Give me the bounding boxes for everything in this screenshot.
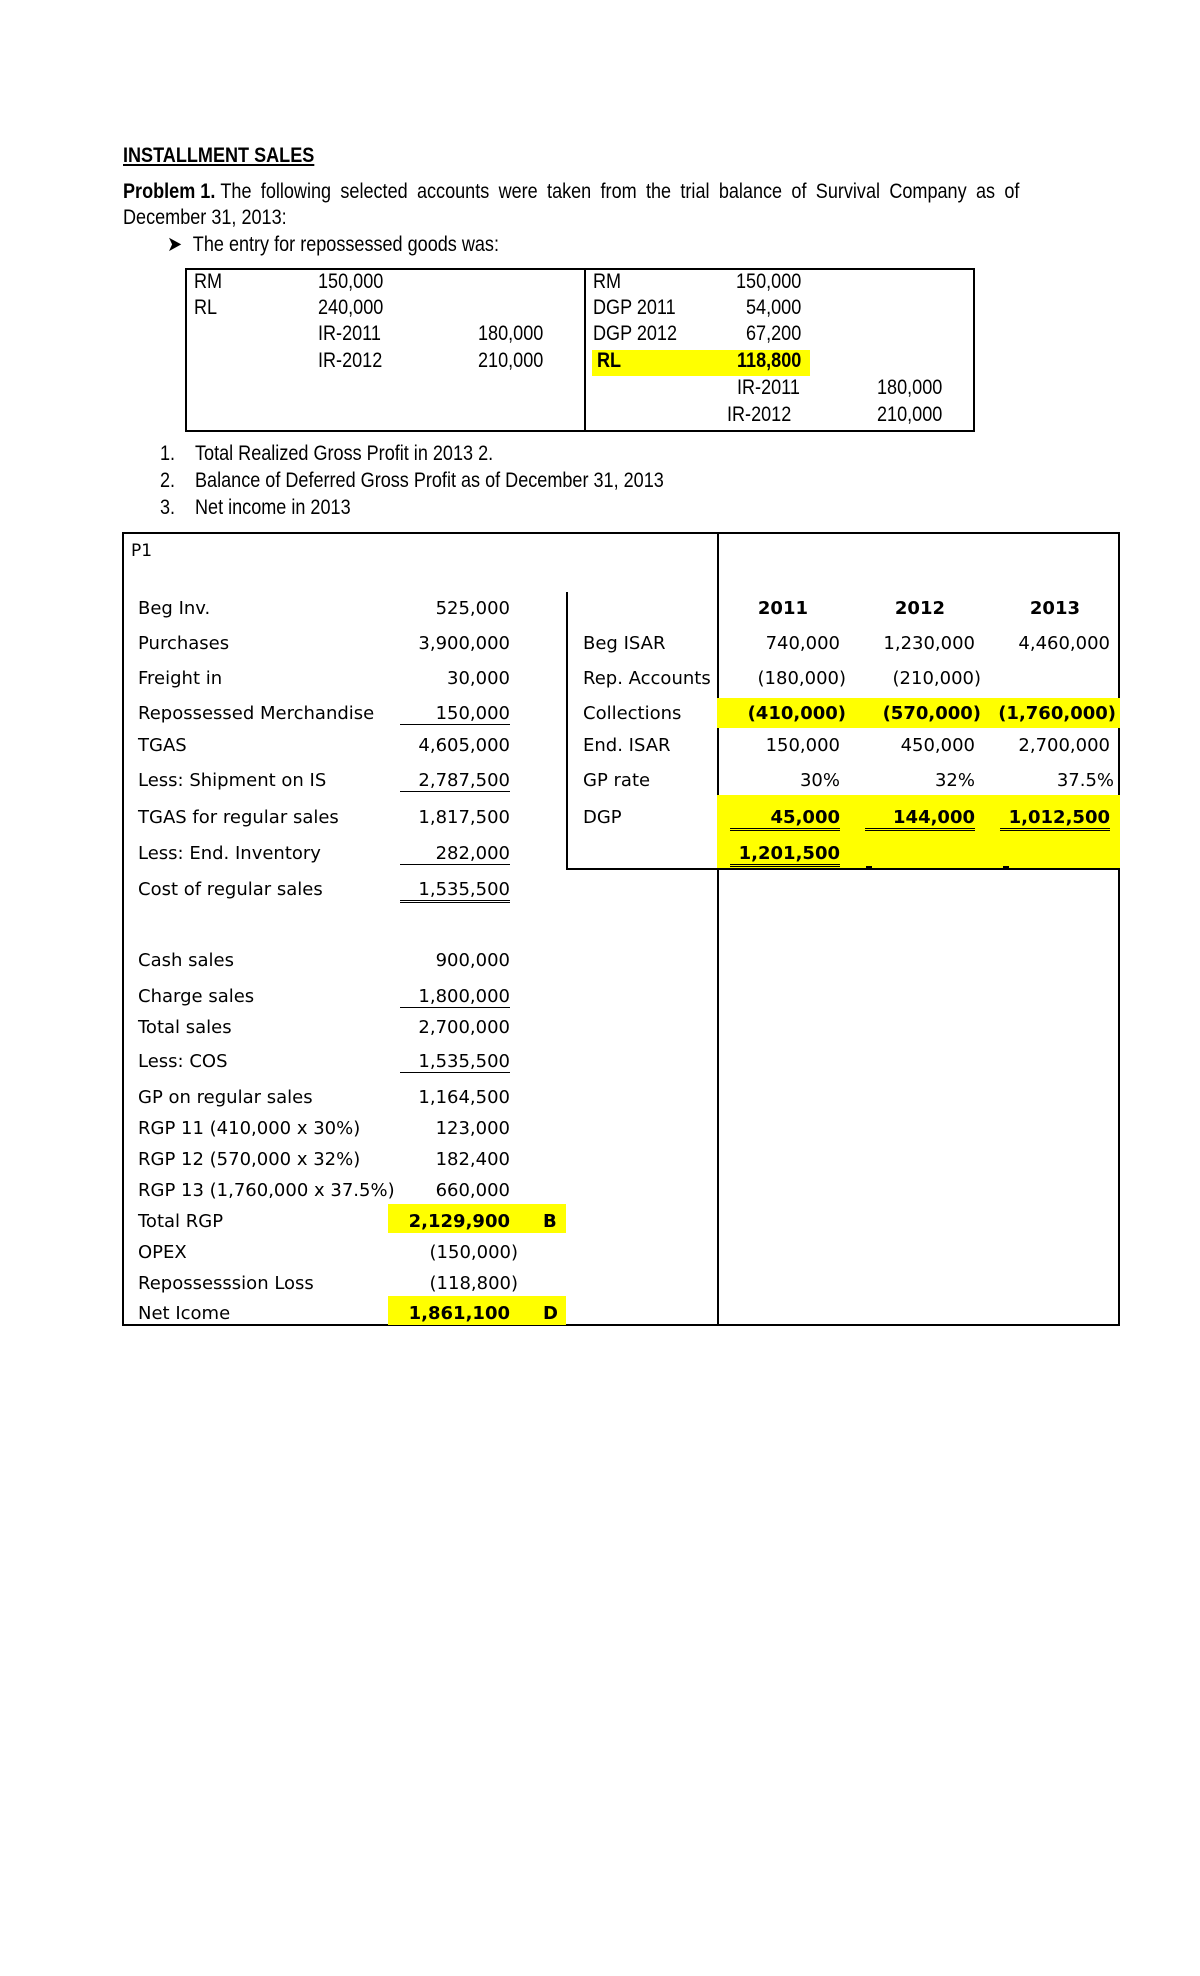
left-row-label: Cost of regular sales (138, 879, 323, 900)
right-row-value: 1,230,000 (883, 633, 975, 654)
question-text: Net income in 2013 (195, 496, 351, 519)
question-number: 1. (160, 442, 176, 465)
left-row-value: 282,000 (400, 843, 510, 865)
left-row-value: (150,000) (429, 1242, 518, 1263)
arrow-bullet-icon: ➤ (167, 233, 183, 256)
left-row-label: Repossesssion Loss (138, 1273, 314, 1294)
right-row-value: 1,012,500 (1000, 807, 1110, 831)
entry2-debit: 54,000 (746, 296, 802, 319)
year-header: 2012 (894, 598, 945, 619)
right-table-bottom-border (566, 868, 1120, 870)
dgp-tick (1003, 866, 1009, 868)
right-row-value: 32% (934, 770, 975, 791)
left-row-label: Total sales (138, 1017, 232, 1038)
entry2-acct: DGP 2012 (593, 322, 678, 345)
solution-divider (717, 532, 719, 1326)
left-row-label: RGP 12 (570,000 x 32%) (138, 1149, 361, 1170)
left-row-label: TGAS (138, 735, 187, 756)
bullet-text: The entry for repossessed goods was: (192, 233, 499, 256)
entry1-credit: 210,000 (478, 349, 544, 372)
right-row-value: 37.5% (1056, 770, 1114, 791)
question-text: Balance of Deferred Gross Profit as of December 31, 2013 (195, 469, 664, 492)
bullet-item (167, 232, 499, 257)
right-row-label: Rep. Accounts (583, 668, 711, 689)
left-row-label: Less: End. Inventory (138, 843, 321, 864)
entry2-debit: 67,200 (746, 322, 802, 345)
right-row-value: (570,000) (882, 703, 981, 724)
entry2-acct: IR-2012 (727, 403, 792, 426)
left-row-value: 2,787,500 (400, 770, 510, 792)
right-row-value: (180,000) (757, 668, 846, 689)
left-row-label: OPEX (138, 1242, 187, 1263)
problem-text: The following selected accounts were taken from the trial balance of Survival Company as of (220, 180, 1020, 203)
answer-mark: B (543, 1211, 557, 1232)
left-row-label: Charge sales (138, 986, 255, 1007)
problem-statement (123, 180, 1019, 204)
entry2-credit: 180,000 (877, 376, 943, 399)
right-row-label: DGP (583, 807, 622, 828)
left-row-value: 2,700,000 (418, 1017, 510, 1038)
entry1-acct: IR-2011 (318, 322, 381, 345)
question-number: 3. (160, 496, 176, 519)
right-row-label: End. ISAR (583, 735, 671, 756)
problem-text-line2: December 31, 2013: (123, 206, 287, 229)
left-row-label: Total RGP (138, 1211, 224, 1232)
left-row-value: 150,000 (400, 703, 510, 725)
right-row-value: 4,460,000 (1018, 633, 1110, 654)
right-row-value: (410,000) (747, 703, 846, 724)
left-row-value: 182,400 (435, 1149, 510, 1170)
journal-entry-divider (584, 268, 586, 432)
left-row-value: 1,861,100 (408, 1303, 510, 1324)
right-row-value: 2,700,000 (1018, 735, 1110, 756)
year-header: 2011 (757, 598, 808, 619)
left-row-value: 1,535,500 (400, 879, 510, 903)
entry2-acct: RM (593, 270, 622, 293)
right-row-value: 144,000 (865, 807, 975, 831)
left-row-value: 1,164,500 (418, 1087, 510, 1108)
entry1-acct: RM (194, 270, 223, 293)
left-row-label: TGAS for regular sales (138, 807, 339, 828)
left-row-value: 525,000 (435, 598, 510, 619)
journal-entry-box (185, 268, 975, 432)
left-row-label: Freight in (138, 668, 223, 689)
right-row-value: 740,000 (765, 633, 840, 654)
year-header: 2013 (1029, 598, 1080, 619)
question-text: Total Realized Gross Profit in 2013 2. (195, 442, 494, 465)
right-row-value: (210,000) (892, 668, 981, 689)
left-row-label: Purchases (138, 633, 230, 654)
entry2-debit: 150,000 (736, 270, 802, 293)
left-row-value: 123,000 (435, 1118, 510, 1139)
left-row-value: 900,000 (435, 950, 510, 971)
left-row-value: 1,817,500 (418, 807, 510, 828)
right-row-value: 150,000 (765, 735, 840, 756)
entry2-acct: RL (597, 349, 622, 372)
right-table-left-border (566, 592, 568, 870)
entry2-credit: 210,000 (877, 403, 943, 426)
problem-label: Problem 1. (123, 180, 216, 203)
left-row-label: Repossessed Merchandise (138, 703, 375, 724)
left-row-label: Beg Inv. (138, 598, 211, 619)
left-row-value: 1,535,500 (400, 1051, 510, 1073)
left-row-value: 660,000 (435, 1180, 510, 1201)
left-row-label: RGP 11 (410,000 x 30%) (138, 1118, 361, 1139)
left-row-value: 3,900,000 (418, 633, 510, 654)
right-row-value: (1,760,000) (998, 703, 1116, 724)
entry2-acct: IR-2011 (737, 376, 800, 399)
right-row-label: Collections (583, 703, 682, 724)
entry2-debit: 118,800 (737, 349, 802, 372)
right-row-value: 30% (799, 770, 840, 791)
answer-mark: D (543, 1303, 558, 1324)
page-title: INSTALLMENT SALES (123, 144, 315, 167)
right-row-value: 45,000 (730, 807, 840, 831)
left-row-label: Less: COS (138, 1051, 228, 1072)
left-row-label: Less: Shipment on IS (138, 770, 327, 791)
entry1-acct: IR-2012 (318, 349, 383, 372)
right-row-value: 450,000 (900, 735, 975, 756)
dgp-tick (866, 866, 872, 868)
entry1-debit: 240,000 (318, 296, 384, 319)
left-row-value: 1,800,000 (400, 986, 510, 1008)
right-row-label: Beg ISAR (583, 633, 666, 654)
right-row-label: GP rate (583, 770, 651, 791)
left-row-value: 30,000 (447, 668, 510, 689)
dgp-total: 1,201,500 (730, 843, 840, 867)
left-row-label: Cash sales (138, 950, 234, 971)
entry2-acct: DGP 2011 (593, 296, 676, 319)
left-row-value: 2,129,900 (408, 1211, 510, 1232)
entry1-acct: RL (194, 296, 218, 319)
solution-label: P1 (131, 541, 153, 561)
left-row-label: Net Icome (138, 1303, 231, 1324)
question-number: 2. (160, 469, 176, 492)
left-row-label: GP on regular sales (138, 1087, 313, 1108)
left-row-value: (118,800) (429, 1273, 518, 1294)
left-row-value: 4,605,000 (418, 735, 510, 756)
left-row-label: RGP 13 (1,760,000 x 37.5%) (138, 1180, 395, 1201)
entry1-debit: 150,000 (318, 270, 384, 293)
entry1-credit: 180,000 (478, 322, 544, 345)
